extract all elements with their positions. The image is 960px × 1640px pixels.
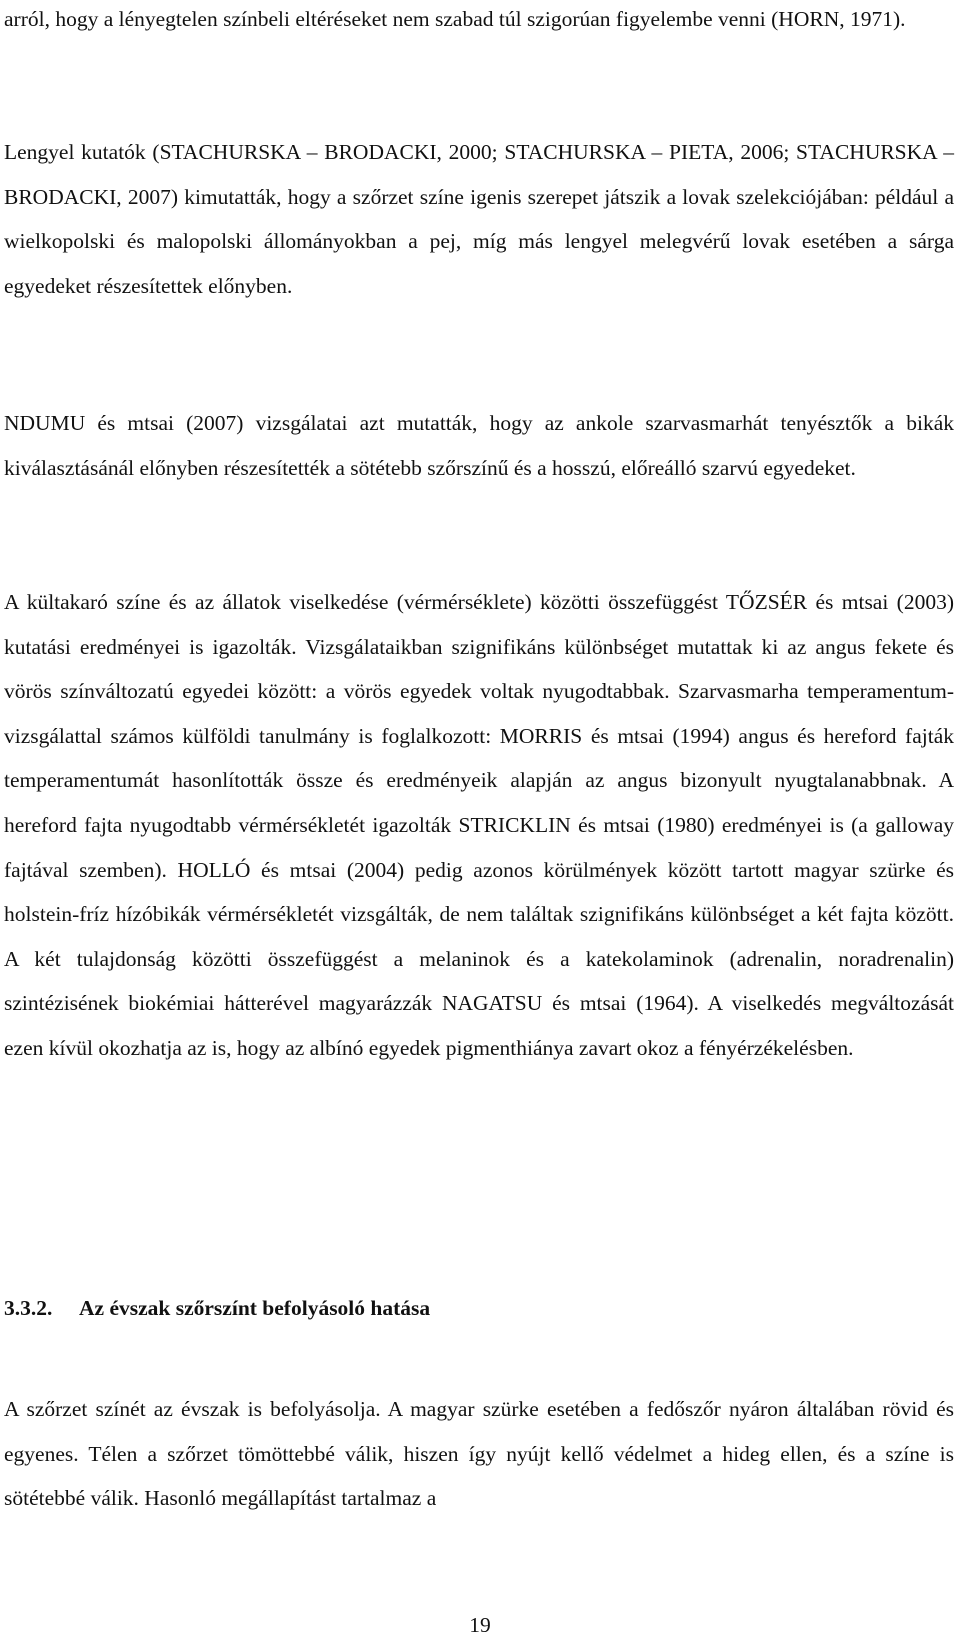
paragraph-continuation: arról, hogy a lényegtelen színbeli eltéréseket nem szabad túl szigorúan figyelembe venni (HORN, 1971). (4, 7, 906, 31)
section-number: 3.3.2. (4, 1296, 53, 1320)
paragraph-ndumu: NDUMU és mtsai (2007) vizsgálatai azt mutatták, hogy az ankole szarvasmarhát tenyésztők a bikák kiválasztásánál előnyben részesítették a sötétebb szőrszínű és a hosszú, előreálló szarvú egyedeket. (4, 411, 954, 480)
paragraph-polish-research: Lengyel kutatók (STACHURSKA – BRODACKI, 2000; STACHURSKA – PIETA, 2006; STACHURSKA – BRODACKI, 2007) kimutatták, hogy a szőrzet színe igenis szerepet játszik a lovak szelekciójában: például a wielkopolski és malopolski állományokban a pej, míg más lengyel melegvérű lovak esetében a sárga egyedeket részesítettek előnyben. (4, 140, 954, 298)
page-number: 19 (469, 1613, 491, 1637)
section-heading (4, 1293, 430, 1323)
section-title: Az évszak szőrszínt befolyásoló hatása (79, 1296, 431, 1320)
paragraph-temperament: A kültakaró színe és az állatok viselkedése (vérmérséklete) közötti összefüggést TŐZSÉR és mtsai (2003) kutatási eredményei is igazolták. Vizsgálataikban szignifikáns különbséget mutattak ki az angus fekete és vörös színváltozatú egyedei között: a vörös egyedek voltak nyugodtabbak. Szarvasmarha temperamentum-vizsgálattal számos külföldi tanulmány is foglalkozott: MORRIS és mtsai (1994) angus és hereford fajták temperamentumát hasonlították össze és eredményeik alapján az angus bizonyult nyugtalanabbnak. A hereford fajta nyugodtabb vérmérsékletét igazolták STRICKLIN és mtsai (1980) eredményei is (a galloway fajtával szemben). HOLLÓ és mtsai (2004) pedig azonos körülmények között tartott magyar szürke és holstein-fríz hízóbikák vérmérsékletét vizsgálták, de nem találtak szignifikáns különbséget a két fajta között. A két tulajdonság közötti összefüggést a melaninok és a katekolaminok (adrenalin, noradrenalin) szintézisének biokémiai hátterével magyarázzák NAGATSU és mtsai (1964). A viselkedés megváltozását ezen kívül okozhatja az is, hogy az albínó egyedek pigmenthiánya zavart okoz a fényérzékelésben. (4, 590, 954, 1060)
paragraph-season: A szőrzet színét az évszak is befolyásolja. A magyar szürke esetében a fedőszőr nyáron általában rövid és egyenes. Télen a szőrzet tömöttebbé válik, hiszen így nyújt kellő védelmet a hideg ellen, és a színe is sötétebbé válik. Hasonló megállapítást tartalmaz a (4, 1397, 954, 1511)
